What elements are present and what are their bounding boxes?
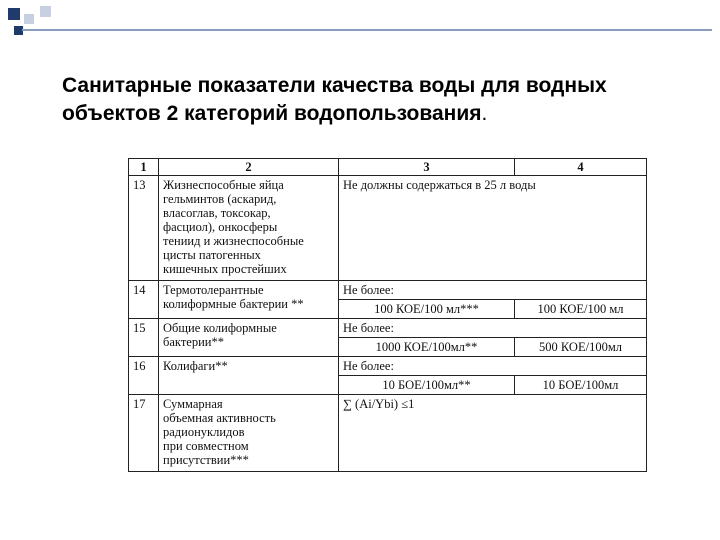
value-cell-category-1: 10 БОЕ/100мл** [339, 376, 515, 395]
corner-square-3 [40, 6, 51, 17]
requirement-cell: Не более: [339, 319, 647, 338]
header-cell-3: 3 [339, 159, 515, 176]
header-cell-4: 4 [515, 159, 647, 176]
value-cell-category-1: 1000 КОЕ/100мл** [339, 338, 515, 357]
table-row [129, 395, 647, 472]
indicator-cell: Общие колиформные бактерии** [159, 319, 339, 357]
table-header-row [129, 159, 647, 176]
table-row [129, 319, 647, 338]
value-cell-category-1: 100 КОЕ/100 мл*** [339, 300, 515, 319]
indicator-cell: Термотолерантные колиформные бактерии ** [159, 281, 339, 319]
indicator-cell: Суммарная объемная активность радионуклидов при совместном присутствии*** [159, 395, 339, 472]
row-number: 13 [129, 176, 159, 281]
header-cell-1: 1 [129, 159, 159, 176]
title-line-1: Санитарные показатели качества воды для водных [62, 74, 607, 97]
row-number: 17 [129, 395, 159, 472]
corner-square-1 [8, 8, 20, 20]
table-row [129, 176, 647, 281]
corner-square-2 [24, 14, 34, 24]
requirement-cell: ∑ (Ai/Ybi) ≤1 [339, 395, 647, 472]
title-line-2: объектов 2 категорий водопользования [62, 102, 482, 125]
slide-title [62, 72, 702, 128]
table-row [129, 357, 647, 376]
indicator-cell: Жизнеспособные яйца гельминтов (аскарид, власоглав, токсокар, фасциол), онкосферы тениид и жизнеспособные цисты патогенных кишечных простейших [159, 176, 339, 281]
value-cell-category-2: 500 КОЕ/100мл [515, 338, 647, 357]
title-period: . [481, 102, 488, 125]
requirement-cell: Не более: [339, 357, 647, 376]
requirement-cell: Не должны содержаться в 25 л воды [339, 176, 647, 281]
value-cell-category-2: 10 БОЕ/100мл [515, 376, 647, 395]
header-cell-2: 2 [159, 159, 339, 176]
row-number: 14 [129, 281, 159, 319]
water-quality-table [128, 158, 647, 472]
row-number: 15 [129, 319, 159, 357]
table-row [129, 281, 647, 300]
requirement-cell: Не более: [339, 281, 647, 300]
value-cell-category-2: 100 КОЕ/100 мл [515, 300, 647, 319]
indicator-cell: Колифаги** [159, 357, 339, 395]
row-number: 16 [129, 357, 159, 395]
header-rule [22, 29, 712, 31]
